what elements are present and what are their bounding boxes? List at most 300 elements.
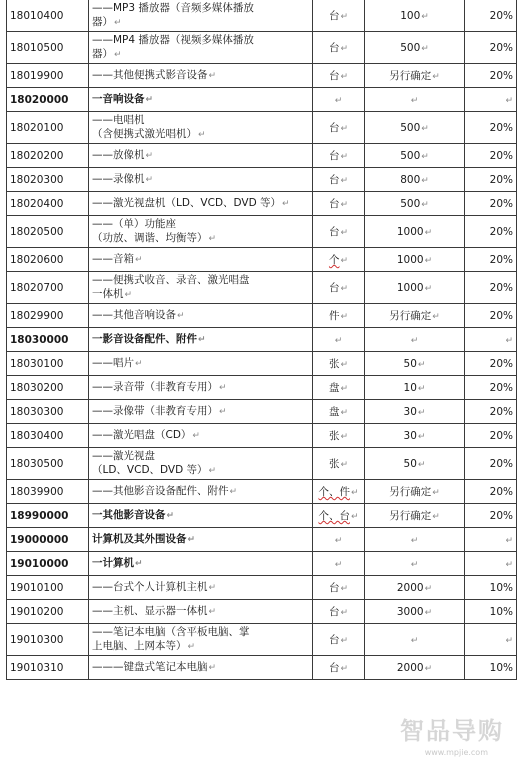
paragraph-mark-icon: ↵ xyxy=(340,44,349,54)
paragraph-mark-icon: ↵ xyxy=(350,512,359,522)
item-code: 19010200 xyxy=(10,605,64,618)
dutiable-value-cell xyxy=(365,600,465,624)
item-code-cell xyxy=(7,168,89,192)
item-description-cell xyxy=(89,552,313,576)
paragraph-mark-icon: ↵ xyxy=(417,459,426,470)
tax-rate: 20% xyxy=(489,381,513,394)
item-description-cell xyxy=(89,504,313,528)
unit-of-measure-cell xyxy=(313,552,365,576)
paragraph-mark-icon: ↵ xyxy=(340,432,349,442)
tax-rate-cell xyxy=(465,624,517,656)
tax-rate: 20% xyxy=(489,121,513,134)
paragraph-mark-icon: ↵ xyxy=(417,359,426,370)
item-description-cell xyxy=(89,480,313,504)
paragraph-mark-icon: ↵ xyxy=(145,95,154,105)
tax-rate: 20% xyxy=(489,429,513,442)
paragraph-mark-icon: ↵ xyxy=(424,283,433,294)
table-row xyxy=(7,352,517,376)
item-code: 18010500 xyxy=(10,41,64,54)
dutiable-value: 1000 xyxy=(396,281,424,294)
item-description-cell xyxy=(89,272,313,304)
paragraph-mark-icon: ↵ xyxy=(229,487,238,497)
paragraph-mark-icon: ↵ xyxy=(340,608,349,618)
item-code-cell xyxy=(7,552,89,576)
dutiable-value-cell xyxy=(365,32,465,64)
paragraph-mark-icon: ↵ xyxy=(340,384,349,394)
dutiable-value: 30 xyxy=(403,429,417,442)
tax-rate-cell xyxy=(465,64,517,88)
unit-of-measure-cell xyxy=(313,304,365,328)
item-description-line xyxy=(92,287,309,302)
item-code-cell xyxy=(7,88,89,112)
paragraph-mark-icon: ↵ xyxy=(340,312,349,322)
tax-rate-cell xyxy=(465,552,517,576)
unit-of-measure: 张 xyxy=(328,358,340,370)
table-row xyxy=(7,112,517,144)
dutiable-value: 另行确定 xyxy=(389,486,432,498)
table-row xyxy=(7,448,517,480)
item-code: 18020700 xyxy=(10,281,64,294)
table-row xyxy=(7,192,517,216)
item-code-cell xyxy=(7,216,89,248)
paragraph-mark-icon: ↵ xyxy=(208,71,217,81)
item-description-cell xyxy=(89,168,313,192)
item-description-text: ——录像机 xyxy=(92,173,145,185)
table-row xyxy=(7,480,517,504)
item-description-line xyxy=(92,580,309,595)
item-description-cell xyxy=(89,64,313,88)
item-description-line xyxy=(92,404,309,419)
paragraph-mark-icon: ↵ xyxy=(424,607,433,618)
item-code-cell xyxy=(7,112,89,144)
paragraph-mark-icon: ↵ xyxy=(350,488,359,498)
paragraph-mark-icon: ↵ xyxy=(135,359,143,369)
unit-of-measure-cell xyxy=(313,112,365,144)
unit-of-measure-cell xyxy=(313,144,365,168)
unit-of-measure-cell xyxy=(313,168,365,192)
item-description-line xyxy=(92,604,309,619)
item-code-cell xyxy=(7,624,89,656)
tax-rate: 10% xyxy=(489,581,513,594)
item-description-line xyxy=(92,428,309,443)
item-description-text: 一其他影音设备 xyxy=(92,509,166,521)
dutiable-value: 30 xyxy=(403,405,417,418)
table-row xyxy=(7,376,517,400)
paragraph-mark-icon: ↵ xyxy=(505,95,513,106)
tax-rate: 20% xyxy=(489,69,513,82)
dutiable-value-cell xyxy=(365,272,465,304)
unit-of-measure-cell xyxy=(313,624,365,656)
item-description-cell xyxy=(89,112,313,144)
paragraph-mark-icon: ↵ xyxy=(421,11,429,22)
paragraph-mark-icon: ↵ xyxy=(410,635,419,646)
dutiable-value-cell xyxy=(365,352,465,376)
item-code: 18020400 xyxy=(10,197,64,210)
item-code: 18030000 xyxy=(10,333,69,346)
table-row xyxy=(7,32,517,64)
dutiable-value-cell xyxy=(365,64,465,88)
paragraph-mark-icon: ↵ xyxy=(208,466,217,476)
item-description-cell xyxy=(89,248,313,272)
item-code: 18020600 xyxy=(10,253,64,266)
item-description-cell xyxy=(89,144,313,168)
item-description-line xyxy=(92,1,309,15)
item-code-cell xyxy=(7,528,89,552)
dutiable-value-cell xyxy=(365,576,465,600)
tax-rate-cell xyxy=(465,0,517,32)
paragraph-mark-icon: ↵ xyxy=(417,407,426,418)
tax-rate: 10% xyxy=(489,661,513,674)
paragraph-mark-icon: ↵ xyxy=(417,431,426,442)
dutiable-value: 500 xyxy=(400,149,421,162)
dutiable-value: 500 xyxy=(400,197,421,210)
unit-of-measure-cell xyxy=(313,192,365,216)
item-description-text: ——激光视盘机（LD、VCD、DVD 等） xyxy=(92,197,282,209)
dutiable-value-cell xyxy=(365,552,465,576)
paragraph-mark-icon: ↵ xyxy=(424,663,433,674)
item-code: 18030100 xyxy=(10,357,64,370)
unit-of-measure: 件 xyxy=(328,310,340,322)
item-description-text: （LD、VCD、DVD 等） xyxy=(92,464,208,476)
paragraph-mark-icon: ↵ xyxy=(340,256,349,266)
item-code: 18029900 xyxy=(10,309,64,322)
paragraph-mark-icon: ↵ xyxy=(135,559,143,569)
unit-of-measure-cell xyxy=(313,0,365,32)
unit-of-measure: 个、台 xyxy=(318,510,350,522)
item-description-line xyxy=(92,356,309,371)
dutiable-value: 1000 xyxy=(396,225,424,238)
dutiable-value: 100 xyxy=(400,9,421,22)
paragraph-mark-icon: ↵ xyxy=(340,584,349,594)
unit-of-measure: 台 xyxy=(328,174,340,186)
item-code: 18020200 xyxy=(10,149,64,162)
item-code-cell xyxy=(7,304,89,328)
tax-rate: 20% xyxy=(489,485,513,498)
dutiable-value: 3000 xyxy=(396,605,424,618)
item-description-cell xyxy=(89,424,313,448)
paragraph-mark-icon: ↵ xyxy=(410,559,419,570)
dutiable-value-cell xyxy=(365,528,465,552)
tax-rate-cell xyxy=(465,528,517,552)
item-description-cell xyxy=(89,304,313,328)
tax-rate-cell xyxy=(465,192,517,216)
tax-rate-cell xyxy=(465,272,517,304)
unit-of-measure-cell xyxy=(313,248,365,272)
tax-rate: 20% xyxy=(489,405,513,418)
paragraph-mark-icon: ↵ xyxy=(340,636,349,646)
paragraph-mark-icon: ↵ xyxy=(334,559,343,570)
unit-of-measure-cell xyxy=(313,64,365,88)
item-description-line xyxy=(92,92,309,107)
dutiable-value: 另行确定 xyxy=(389,70,432,82)
tax-rate: 20% xyxy=(489,9,513,22)
item-description-cell xyxy=(89,400,313,424)
unit-of-measure: 台 xyxy=(328,122,340,134)
item-description-text: ——其他音响设备 xyxy=(92,309,176,321)
item-description-text: ——笔记本电脑（含平板电脑、掌 xyxy=(92,626,250,638)
item-description-text: 器） xyxy=(92,48,113,60)
item-code-cell xyxy=(7,328,89,352)
table-row xyxy=(7,552,517,576)
paragraph-mark-icon: ↵ xyxy=(340,664,349,674)
paragraph-mark-icon: ↵ xyxy=(421,199,429,210)
item-code-cell xyxy=(7,448,89,480)
dutiable-value-cell xyxy=(365,656,465,680)
paragraph-mark-icon: ↵ xyxy=(340,72,349,82)
item-description-text: 计算机及其外围设备 xyxy=(92,533,187,545)
paragraph-mark-icon: ↵ xyxy=(421,43,429,54)
paragraph-mark-icon: ↵ xyxy=(340,228,349,238)
table-row xyxy=(7,272,517,304)
item-code-cell xyxy=(7,352,89,376)
unit-of-measure: 个 xyxy=(328,254,340,266)
tax-rate: 20% xyxy=(489,253,513,266)
table-row xyxy=(7,656,517,680)
paragraph-mark-icon: ↵ xyxy=(177,311,185,321)
unit-of-measure-cell xyxy=(313,504,365,528)
unit-of-measure-cell xyxy=(313,352,365,376)
item-description-text: ——MP3 播放器（音频多媒体播放 xyxy=(92,2,254,14)
item-code: 18030400 xyxy=(10,429,64,442)
paragraph-mark-icon: ↵ xyxy=(198,335,206,345)
item-description-text: ——电唱机 xyxy=(92,114,145,126)
item-description-line xyxy=(92,463,309,478)
paragraph-mark-icon: ↵ xyxy=(334,535,343,546)
tax-rate-cell xyxy=(465,400,517,424)
unit-of-measure: 台 xyxy=(328,226,340,238)
paragraph-mark-icon: ↵ xyxy=(340,152,349,162)
paragraph-mark-icon: ↵ xyxy=(208,234,217,244)
item-description-line xyxy=(92,231,309,246)
item-description-line xyxy=(92,273,309,287)
item-description-cell xyxy=(89,216,313,248)
item-code: 18020500 xyxy=(10,225,64,238)
dutiable-value: 800 xyxy=(400,173,421,186)
item-description-cell xyxy=(89,448,313,480)
paragraph-mark-icon: ↵ xyxy=(114,50,122,60)
item-description-text: 一影音设备配件、附件 xyxy=(92,333,197,345)
table-row xyxy=(7,88,517,112)
item-description-cell xyxy=(89,32,313,64)
tax-rate-cell xyxy=(465,480,517,504)
table-row xyxy=(7,528,517,552)
paragraph-mark-icon: ↵ xyxy=(340,124,349,134)
item-description-cell xyxy=(89,192,313,216)
paragraph-mark-icon: ↵ xyxy=(166,511,175,521)
item-code-cell xyxy=(7,144,89,168)
unit-of-measure: 盘 xyxy=(328,382,340,394)
paragraph-mark-icon: ↵ xyxy=(421,123,429,134)
item-description-cell xyxy=(89,88,313,112)
item-description-text: ——台式个人计算机主机 xyxy=(92,581,208,593)
item-description-cell xyxy=(89,576,313,600)
item-code-cell xyxy=(7,248,89,272)
unit-of-measure-cell xyxy=(313,528,365,552)
paragraph-mark-icon: ↵ xyxy=(219,407,227,417)
tax-rate-cell xyxy=(465,168,517,192)
item-code-cell xyxy=(7,64,89,88)
table-row xyxy=(7,624,517,656)
paragraph-mark-icon: ↵ xyxy=(410,95,419,106)
unit-of-measure: 台 xyxy=(328,198,340,210)
unit-of-measure: 盘 xyxy=(328,406,340,418)
paragraph-mark-icon: ↵ xyxy=(208,583,217,593)
paragraph-mark-icon: ↵ xyxy=(417,383,426,394)
watermark-logo: 智品导购 xyxy=(400,717,504,745)
unit-of-measure-cell xyxy=(313,424,365,448)
watermark-url: www.mpjie.com xyxy=(424,748,488,757)
item-description-text: ——音箱 xyxy=(92,253,134,265)
dutiable-value-cell xyxy=(365,248,465,272)
item-description-line xyxy=(92,252,309,267)
tax-rate: 20% xyxy=(489,173,513,186)
item-code: 18020000 xyxy=(10,93,69,106)
tax-rate-cell xyxy=(465,328,517,352)
unit-of-measure-cell xyxy=(313,448,365,480)
item-description-line xyxy=(92,113,309,127)
paragraph-mark-icon: ↵ xyxy=(424,583,433,594)
item-code: 19000000 xyxy=(10,533,69,546)
paragraph-mark-icon: ↵ xyxy=(135,255,143,265)
dutiable-value-cell xyxy=(365,624,465,656)
item-code: 19010000 xyxy=(10,557,69,570)
item-description-line xyxy=(92,380,309,395)
tax-rate: 20% xyxy=(489,457,513,470)
item-description-cell xyxy=(89,352,313,376)
unit-of-measure: 台 xyxy=(328,582,340,594)
paragraph-mark-icon: ↵ xyxy=(208,607,217,617)
unit-of-measure-cell xyxy=(313,576,365,600)
item-description-line xyxy=(92,68,309,83)
item-code-cell xyxy=(7,656,89,680)
paragraph-mark-icon: ↵ xyxy=(505,335,513,346)
item-code-cell xyxy=(7,192,89,216)
paragraph-mark-icon: ↵ xyxy=(432,512,440,522)
unit-of-measure-cell xyxy=(313,480,365,504)
unit-of-measure-cell xyxy=(313,272,365,304)
dutiable-value-cell xyxy=(365,168,465,192)
table-row xyxy=(7,248,517,272)
item-code-cell xyxy=(7,504,89,528)
item-description-line xyxy=(92,639,309,654)
item-description-cell xyxy=(89,528,313,552)
item-description-line xyxy=(92,15,309,30)
table-row xyxy=(7,424,517,448)
paragraph-mark-icon: ↵ xyxy=(340,408,349,418)
paragraph-mark-icon: ↵ xyxy=(219,383,227,393)
paragraph-mark-icon: ↵ xyxy=(505,535,513,546)
item-description-line xyxy=(92,532,309,547)
item-code: 18030200 xyxy=(10,381,64,394)
dutiable-value-cell xyxy=(365,400,465,424)
item-description-line xyxy=(92,47,309,62)
item-description-line xyxy=(92,508,309,523)
dutiable-value-cell xyxy=(365,216,465,248)
tax-rate-cell xyxy=(465,424,517,448)
item-description-text: ——放像机 xyxy=(92,149,145,161)
paragraph-mark-icon: ↵ xyxy=(410,535,419,546)
tax-rate: 20% xyxy=(489,309,513,322)
item-description-cell xyxy=(89,376,313,400)
table-row xyxy=(7,400,517,424)
paragraph-mark-icon: ↵ xyxy=(187,642,196,652)
tax-rate-cell xyxy=(465,248,517,272)
dutiable-value: 500 xyxy=(400,41,421,54)
unit-of-measure: 台 xyxy=(328,42,340,54)
item-description-text: 一计算机 xyxy=(92,557,134,569)
tariff-table-body xyxy=(7,0,517,680)
unit-of-measure: 台 xyxy=(328,662,340,674)
paragraph-mark-icon: ↵ xyxy=(432,312,440,322)
item-code-cell xyxy=(7,424,89,448)
unit-of-measure-cell xyxy=(313,88,365,112)
tax-rate-cell xyxy=(465,376,517,400)
item-code-cell xyxy=(7,0,89,32)
item-code-cell xyxy=(7,576,89,600)
item-description-text: ———键盘式笔记本电脑 xyxy=(92,661,208,673)
item-code-cell xyxy=(7,600,89,624)
unit-of-measure-cell xyxy=(313,328,365,352)
item-description-line xyxy=(92,308,309,323)
item-description-cell xyxy=(89,656,313,680)
unit-of-measure: 张 xyxy=(328,430,340,442)
paragraph-mark-icon: ↵ xyxy=(505,635,513,646)
tax-rate-cell xyxy=(465,112,517,144)
table-row xyxy=(7,64,517,88)
dutiable-value: 1000 xyxy=(396,253,424,266)
unit-of-measure-cell xyxy=(313,216,365,248)
dutiable-value-cell xyxy=(365,144,465,168)
table-row xyxy=(7,304,517,328)
item-description-cell xyxy=(89,600,313,624)
item-code-cell xyxy=(7,272,89,304)
paragraph-mark-icon: ↵ xyxy=(187,535,196,545)
table-row xyxy=(7,0,517,32)
item-code-cell xyxy=(7,480,89,504)
table-row xyxy=(7,168,517,192)
dutiable-value-cell xyxy=(365,192,465,216)
paragraph-mark-icon: ↵ xyxy=(340,200,349,210)
item-code: 19010300 xyxy=(10,633,64,646)
paragraph-mark-icon: ↵ xyxy=(208,663,217,673)
tax-rate: 20% xyxy=(489,509,513,522)
tax-rate-cell xyxy=(465,448,517,480)
dutiable-value-cell xyxy=(365,448,465,480)
paragraph-mark-icon: ↵ xyxy=(340,284,349,294)
dutiable-value: 10 xyxy=(403,381,417,394)
table-row xyxy=(7,144,517,168)
tax-rate: 20% xyxy=(489,225,513,238)
unit-of-measure-cell xyxy=(313,400,365,424)
item-code: 18030500 xyxy=(10,457,64,470)
item-code: 18020100 xyxy=(10,121,64,134)
dutiable-value-cell xyxy=(365,304,465,328)
dutiable-value-cell xyxy=(365,112,465,144)
unit-of-measure: 个、件 xyxy=(318,486,350,498)
unit-of-measure-cell xyxy=(313,656,365,680)
paragraph-mark-icon: ↵ xyxy=(340,460,349,470)
paragraph-mark-icon: ↵ xyxy=(432,72,440,82)
item-description-text: ——其他便携式影音设备 xyxy=(92,69,208,81)
item-description-line xyxy=(92,625,309,639)
table-row xyxy=(7,328,517,352)
paragraph-mark-icon: ↵ xyxy=(340,360,349,370)
paragraph-mark-icon: ↵ xyxy=(432,488,440,498)
paragraph-mark-icon: ↵ xyxy=(124,290,133,300)
item-description-text: ——录像带（非教育专用） xyxy=(92,405,218,417)
item-code-cell xyxy=(7,400,89,424)
item-description-line xyxy=(92,196,309,211)
